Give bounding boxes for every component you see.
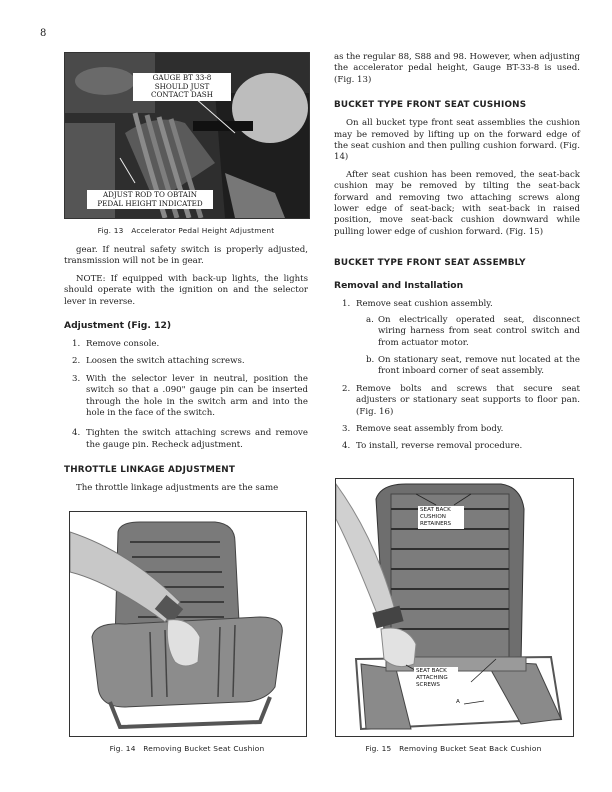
screws-label: SEAT BACK ATTACHING SCREWS [416,668,448,688]
removal-installation-heading: Removal and Installation [334,280,464,292]
step-text: Remove console. [86,339,160,350]
continued-paragraph: as the regular 88, S88 and 98. However, when adjusting the accelerator pedal height, Gauge BT-33-8 is used. (Fig. 13) [334,52,580,85]
cushions-paragraph-2: After seat cushion has been removed, the seat-back cushion may be removed by tilting the seat-back forward and removing two attaching screws along lower edge of seat-back; with seat-back in raised position, move seat-back cushion downward while pulling lower edge of cushion forward. (Fig. 15) [334,169,580,237]
step-number: 3. [72,373,81,384]
step-text: To install, reverse removal procedure. [356,441,523,452]
list-item [334,424,580,435]
seat-assembly-heading: BUCKET TYPE FRONT SEAT ASSEMBLY [334,258,526,269]
throttle-paragraph: The throttle linkage adjustments are the same [76,483,279,494]
list-item [334,441,580,452]
removal-steps [334,299,580,452]
fig15-callout-a: A [456,699,460,705]
bucket-seat-cushion-illustration [70,512,306,736]
figure-14-photo [69,511,307,737]
seat-cushions-heading: BUCKET TYPE FRONT SEAT CUSHIONS [334,100,527,111]
step-text: Tighten the switch attaching screws and remove the gauge pin. Recheck adjustment. [86,428,308,450]
removal-substeps [356,315,580,378]
adjustment-steps [64,339,308,451]
step-number: 2. [342,383,351,394]
right-column [334,52,580,459]
figure-14-caption: Fig. 14 Removing Bucket Seat Cushion [109,744,265,753]
backup-lights-note: NOTE: If equipped with back-up lights, the lights should operate with the ignition on and the selector lever in reverse. [64,273,308,307]
substep-text: On electrically operated seat, disconnect wiring harness from seat control switch and from actuator motor. [378,314,580,348]
figure-13-caption: Fig. 13 Accelerator Pedal Height Adjustment [97,226,275,235]
step-number: 1. [342,299,351,310]
figure-15 [335,478,572,763]
left-column [64,52,308,501]
step-number: 4. [72,428,81,439]
throttle-linkage-heading: THROTTLE LINKAGE ADJUSTMENT [64,465,236,476]
fig15-callout-retainers [418,506,464,529]
step-text: Remove seat assembly from body. [356,423,504,434]
fig13-callout-adjust-rod: ADJUST ROD TO OBTAIN PEDAL HEIGHT INDICATED [87,190,213,209]
step-number: 1. [72,339,81,350]
list-item [356,355,580,378]
figure-15-photo [335,478,574,737]
figure-14 [69,511,305,763]
substep-letter: a. [366,314,374,325]
fig13-callout-gauge: GAUGE BT 33-8 SHOULD JUST CONTACT DASH [133,73,231,101]
gear-paragraph: gear. If neutral safety switch is properly adjusted, transmission will not be in gear. [64,245,308,267]
list-item [356,315,580,349]
list-item [64,339,308,350]
list-item [64,356,308,367]
step-number: 3. [342,423,351,434]
list-item [64,374,308,420]
list-item [64,428,308,451]
substep-letter: b. [366,354,375,365]
figure-15-caption: Fig. 15 Removing Bucket Seat Back Cushion [365,744,542,753]
step-text: Loosen the switch attaching screws. [86,356,245,367]
fig15-callout-screws [414,667,458,690]
cushions-paragraph-1: On all bucket type front seat assemblies the cushion may be removed by lifting up on the forward edge of the seat cushion and then pulling cushion forward. (Fig. 14) [334,118,580,163]
step-number: 2. [72,356,81,367]
figure-13-photo [64,52,310,219]
adjustment-heading: Adjustment (Fig. 12) [64,320,172,332]
step-text: Remove seat cushion assembly. [356,299,493,310]
list-item [334,299,580,377]
page-number: 8 [40,28,47,39]
retainers-label: SEAT BACK CUSHION RETAINERS [420,507,452,527]
step-text: Remove bolts and screws that secure seat adjusters or stationary seat supports to floor pan. (Fig. 16) [356,383,580,417]
list-item [334,384,580,418]
substep-text: On stationary seat, remove nut located at the front inboard corner of seat assembly. [378,354,580,377]
step-number: 4. [342,441,351,452]
step-text: With the selector lever in neutral, position the switch so that a .090" gauge pin can be inserted through the hole in the switch arm and into the hole in the face of the switch. [86,373,308,419]
